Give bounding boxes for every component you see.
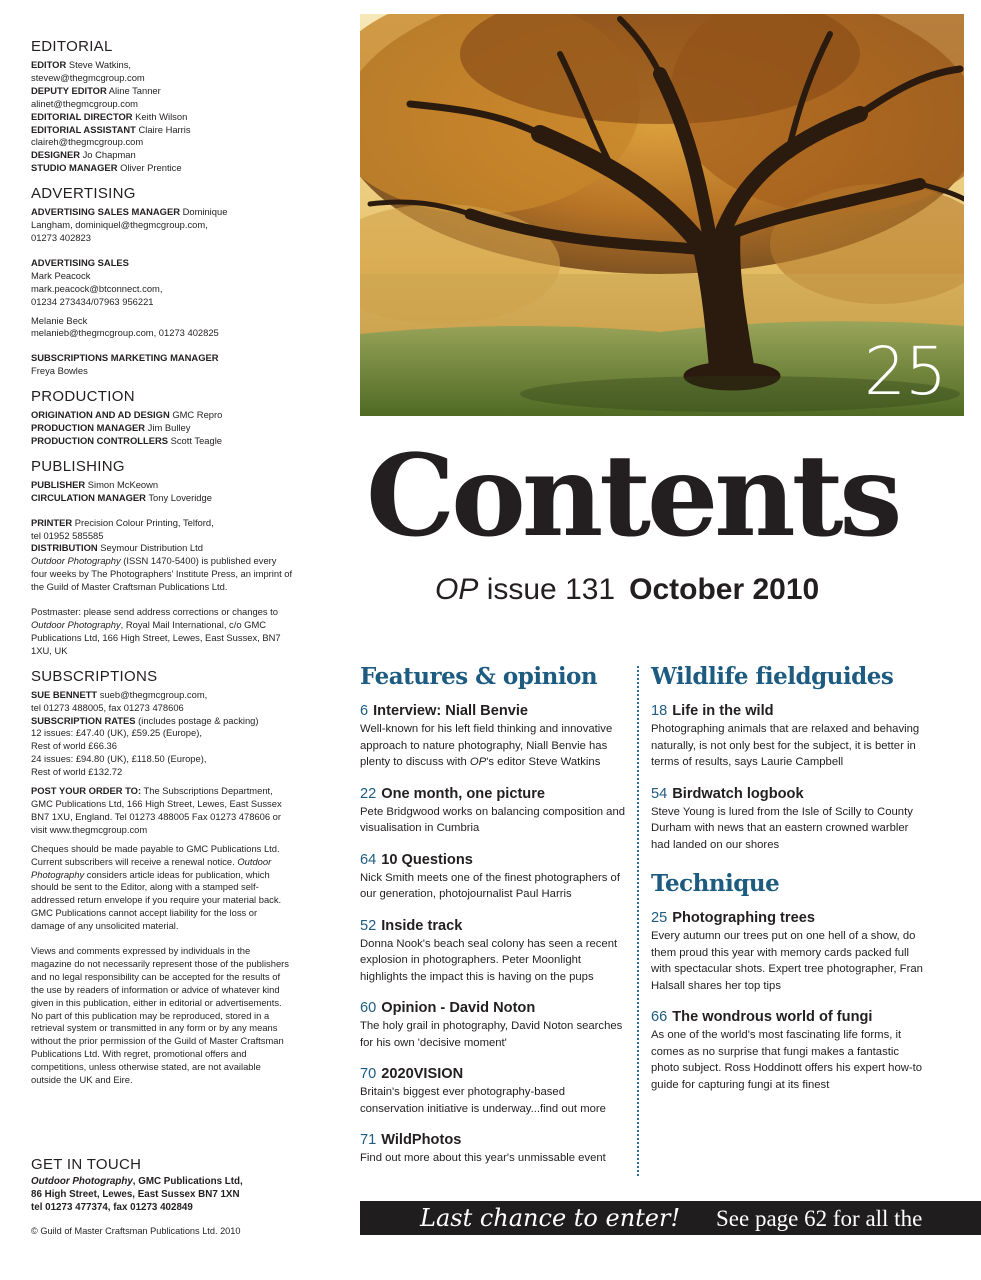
subscriptions-lines — [31, 689, 293, 779]
get-in-touch-heading: GET IN TOUCH — [31, 1156, 142, 1173]
masthead-text: 24 issues: £94.80 (UK), £118.50 (Europe), — [31, 753, 207, 765]
masthead-role: SUBSCRIPTIONS MARKETING MANAGER — [31, 352, 219, 364]
printer-tel: tel 01952 585585 — [31, 529, 104, 541]
masthead-line — [31, 766, 293, 779]
toc-item[interactable] — [651, 785, 926, 854]
toc-article-title: Interview: Niall Benvie — [373, 703, 529, 719]
masthead-text: Mark Peacock — [31, 269, 91, 281]
get-in-touch-line1: Outdoor Photography, GMC Publications Ltd, — [31, 1176, 243, 1187]
masthead-line — [31, 296, 293, 309]
toc-page-number: 52 — [360, 917, 377, 934]
distribution-line: DISTRIBUTION Seymour Distribution Ltd — [31, 542, 203, 554]
toc-item[interactable] — [360, 702, 628, 771]
publishing-section — [31, 458, 293, 658]
masthead-line — [31, 59, 293, 72]
publishing-lines — [31, 479, 293, 505]
toc-article-title: Inside track — [381, 917, 463, 934]
masthead-line — [31, 727, 293, 740]
masthead-text: Oliver Prentice — [117, 162, 182, 174]
banner-rest-text: See page 62 for all the — [716, 1206, 923, 1231]
masthead-line — [31, 98, 293, 111]
toc-page-number: 25 — [651, 910, 668, 926]
get-in-touch-line2: 86 High Street, Lewes, East Sussex BN7 1XN — [31, 1188, 240, 1200]
masthead-text: Rest of world £132.72 — [31, 766, 123, 778]
toc-item[interactable] — [651, 909, 926, 994]
masthead-role: STUDIO MANAGER — [31, 162, 118, 174]
banner-script-text: Last chance to enter! — [420, 1204, 681, 1232]
issue-line — [435, 572, 819, 608]
masthead-line — [31, 315, 293, 328]
masthead-text: stevew@thegmcgroup.com — [31, 71, 145, 83]
copyright: © Guild of Master Craftsman Publications Ltd. 2010 — [31, 1226, 241, 1236]
features-list — [360, 702, 628, 1167]
masthead-text: Rest of world £66.36 — [31, 740, 117, 752]
toc-article-description: As one of the world's most fascinating life forms, it comes as no surprise that fungi makes a fantastic photo subject. Ross Hoddinott offers his expert how-to guide for capturing fungi at its finest — [651, 1029, 923, 1091]
toc-article-title: Opinion - David Noton — [381, 1000, 536, 1016]
toc-item-heading — [651, 702, 926, 721]
advertising-section — [31, 185, 293, 378]
masthead-line — [31, 270, 293, 283]
masthead-text: Simon McKeown — [85, 478, 159, 490]
masthead-text: Aline Tanner — [106, 84, 161, 96]
toc-item-heading — [651, 1008, 926, 1027]
masthead-text: Jim Bulley — [145, 422, 191, 434]
toc-page-number: 6 — [360, 703, 369, 719]
toc-article-description: Britain's biggest ever photography-based conservation initiative is underway...find out more — [360, 1086, 606, 1115]
editorial-lines — [31, 59, 293, 175]
technique-title: Technique — [651, 870, 780, 897]
masthead-role: ADVERTISING SALES MANAGER — [31, 206, 180, 218]
toc-article-description: Donna Nook's beach seal colony has seen a recent explosion in photographers. Peter Moonlight highlights the impact this is having on the pups — [360, 937, 618, 983]
advertising-heading: ADVERTISING — [31, 185, 136, 203]
toc-article-title: Photographing trees — [672, 910, 815, 926]
masthead-text: melanieb@thegmcgroup.com, 01273 402825 — [31, 327, 219, 339]
toc-article-description: Well-known for his left field thinking and innovative approach to nature photography, Niall Benvie has plenty to discuss with OP's editor Steve Watkins — [360, 723, 613, 768]
masthead-role: DESIGNER — [31, 149, 80, 161]
get-in-touch-line3: tel 01273 477374, fax 01273 402849 — [31, 1201, 193, 1213]
masthead-text: Melanie Beck — [31, 314, 88, 326]
masthead-text: tel 01273 488005, fax 01273 478606 — [31, 701, 184, 713]
masthead-text: 01234 273434/07963 956221 — [31, 295, 154, 307]
features-column — [360, 660, 628, 1181]
subscriptions-section — [31, 668, 293, 1087]
toc-article-description: Steve Young is lured from the Isle of Scilly to County Durham with news that an eastern crowned warbler had landed on our shores — [651, 805, 913, 851]
toc-page-number: 60 — [360, 1000, 377, 1016]
masthead-line — [31, 219, 293, 232]
masthead-line — [31, 740, 293, 753]
hero-tree-photo[interactable] — [360, 14, 964, 416]
masthead-text: Jo Chapman — [79, 149, 136, 161]
toc-article-title: One month, one picture — [381, 785, 546, 802]
subscriptions-heading: SUBSCRIPTIONS — [31, 667, 158, 685]
editorial-heading: EDITORIAL — [31, 38, 113, 55]
masthead-text: Claire Harris — [135, 123, 191, 135]
masthead-text: Langham, dominiquel@thegmcgroup.com, — [31, 219, 208, 231]
toc-article-description: Photographing animals that are relaxed and behaving naturally, is not only best for the subject, it is better in terms of results, says Laurie Campbell — [651, 723, 920, 768]
masthead-role: SUBSCRIPTION RATES — [31, 714, 136, 726]
postmaster-statement: Postmaster: please send address corrections or changes to Outdoor Photography, Royal Mail International, c/o GMC Publications Ltd, 166 High Street, Lewes, East Sussex, BN7 1XU, UK — [31, 606, 281, 656]
masthead-line — [31, 136, 293, 149]
toc-item-heading — [360, 785, 628, 804]
masthead-text: Dominique — [179, 206, 228, 218]
toc-item[interactable] — [360, 851, 628, 903]
right-column — [651, 660, 926, 1107]
masthead-line — [31, 111, 293, 124]
publishing-heading: PUBLISHING — [31, 457, 125, 475]
issue-date: October 2010 — [629, 573, 820, 606]
subscriptions-marketing-block — [31, 352, 293, 378]
page-title: Contents — [366, 431, 899, 562]
masthead-line — [31, 206, 293, 219]
toc-page-number: 18 — [651, 703, 668, 719]
toc-article-description: The holy grail in photography, David Noton searches for his own 'decisive moment' — [360, 1020, 623, 1049]
toc-item-heading — [360, 851, 628, 870]
masthead-line — [31, 702, 293, 715]
masthead-text: Steve Watkins, — [66, 59, 132, 70]
masthead-line — [31, 479, 293, 492]
masthead-text: GMC Repro — [169, 409, 223, 421]
views-disclaimer: Views and comments expressed by individuals in the magazine do not necessarily represent those of the publishers and no legal responsibility can be accepted for the results of the use by readers of information or advice of whatever kind given in this publication, either in editorial or advertisements. No part of this publication may be reproduced, stored in a retrieval system or transmitted in any form or by any means without the prior permission of the Guild of Master Craftsman Publications Ltd. With regret, promotional offers and competitions, unless otherwise stated, are not available outside the UK and Eire. — [31, 945, 289, 1086]
toc-article-description: Nick Smith meets one of the finest photographers of our generation, photojournalist Paul Harris — [360, 871, 620, 900]
cheques-statement: Cheques should be made payable to GMC Publications Ltd. Current subscribers will receive a renewal notice. Outdoor Photography considers article ideas for publication, which should be sent to the Editor, along with a stamped self-addressed return envelope if you require your material back. GMC Publications cannot accept liability for the loss or damage of any unsolicited material. — [31, 842, 282, 932]
toc-page-number: 66 — [651, 1009, 668, 1025]
masthead-role: EDITORIAL DIRECTOR — [31, 110, 133, 122]
issue-prefix: OP — [435, 573, 479, 606]
toc-item-heading — [360, 999, 628, 1018]
masthead-text: Scott Teagle — [167, 434, 223, 446]
masthead-line — [31, 689, 293, 702]
masthead-text: alinet@thegmcgroup.com — [31, 97, 138, 109]
toc-item-heading — [360, 1131, 628, 1150]
advertising-manager-block — [31, 206, 293, 245]
toc-article-title: WildPhotos — [381, 1132, 462, 1148]
masthead-text: mark.peacock@btconnect.com, — [31, 282, 163, 294]
masthead-role: PRODUCTION MANAGER — [31, 422, 146, 434]
toc-article-title: Birdwatch logbook — [672, 785, 804, 802]
masthead-line — [31, 162, 293, 175]
masthead-line — [31, 753, 293, 766]
printer-line: PRINTER Precision Colour Printing, Telford, — [31, 516, 214, 528]
masthead-role: ADVERTISING SALES — [31, 256, 129, 268]
masthead-text: Keith Wilson — [132, 110, 188, 122]
masthead-line — [31, 283, 293, 296]
advertising-contact-block — [31, 315, 293, 341]
toc-item[interactable] — [360, 999, 628, 1051]
toc-item-heading — [360, 917, 628, 936]
masthead-line — [31, 365, 293, 378]
toc-item[interactable] — [651, 1008, 926, 1093]
masthead-text: (includes postage & packing) — [135, 714, 259, 726]
masthead-role: SUE BENNETT — [31, 688, 98, 700]
advertising-sales-block — [31, 257, 293, 309]
toc-article-title: Life in the wild — [672, 703, 774, 719]
masthead-line — [31, 124, 293, 137]
toc-page-number: 64 — [360, 851, 377, 868]
masthead-text: sueb@thegmcgroup.com, — [97, 688, 208, 700]
toc-item[interactable] — [651, 702, 926, 771]
masthead-line — [31, 257, 293, 270]
toc-item[interactable] — [360, 1065, 628, 1117]
toc-article-description: Find out more about this year's unmissable event — [360, 1152, 606, 1164]
masthead-text: Freya Bowles — [31, 365, 88, 377]
masthead-line — [31, 149, 293, 162]
toc-page-number: 71 — [360, 1132, 377, 1148]
masthead-line — [31, 85, 293, 98]
masthead-text: 12 issues: £47.40 (UK), £59.25 (Europe), — [31, 727, 202, 739]
publication-statement: Outdoor Photography (ISSN 1470-5400) is published every four weeks by The Photographers' Institute Press, an imprint of the Guild of Master Craftsman Publications Ltd. — [31, 555, 293, 593]
wildlife-list — [651, 702, 926, 853]
masthead-text: claireh@thegmcgroup.com — [31, 136, 144, 148]
toc-page-number: 70 — [360, 1066, 377, 1082]
masthead-line — [31, 492, 293, 505]
toc-page-number: 22 — [360, 785, 377, 802]
get-in-touch-section — [31, 1156, 293, 1215]
toc-item-heading — [651, 785, 926, 804]
production-heading: PRODUCTION — [31, 388, 135, 406]
masthead-line — [31, 409, 293, 422]
toc-article-description: Every autumn our trees put on one hell of a show, do them proud this year with memory cards packed full with spectacular shots. Expert tree photographer, Fran Halsall shares her top tips — [651, 930, 923, 992]
masthead-line — [31, 72, 293, 85]
toc-article-title: The wondrous world of fungi — [672, 1009, 873, 1025]
issue-number: issue 131 — [478, 573, 616, 606]
post-order-statement: POST YOUR ORDER TO: The Subscriptions Department, GMC Publications Ltd, 166 High Street, Lewes, East Sussex BN7 1XU, England. Tel 01273 488005 Fax 01273 478606 or visit www.thegmcgroup.com — [31, 785, 282, 835]
masthead-role: PRODUCTION CONTROLLERS — [31, 434, 168, 446]
technique-list — [651, 909, 926, 1093]
masthead-text: 01273 402823 — [31, 231, 91, 243]
toc-page-number: 54 — [651, 785, 668, 802]
production-lines — [31, 409, 293, 448]
masthead-role: EDITOR — [31, 59, 67, 70]
masthead-role: DEPUTY EDITOR — [31, 84, 107, 96]
wildlife-title: Wildlife fieldguides — [651, 663, 894, 690]
masthead — [31, 38, 293, 1091]
masthead-line — [31, 435, 293, 448]
promo-banner[interactable] — [360, 1201, 981, 1235]
toc-item-heading — [651, 909, 926, 928]
masthead-role: CIRCULATION MANAGER — [31, 491, 146, 503]
toc-article-title: 2020VISION — [381, 1066, 464, 1082]
masthead-line — [31, 715, 293, 728]
toc-item[interactable] — [360, 785, 628, 837]
masthead-line — [31, 422, 293, 435]
masthead-line — [31, 352, 293, 365]
toc-article-description: Pete Bridgwood works on balancing composition and visualisation in Cumbria — [360, 805, 626, 834]
masthead-role: ORIGINATION AND AD DESIGN — [31, 409, 170, 421]
toc-item[interactable] — [360, 917, 628, 986]
toc-article-title: 10 Questions — [381, 851, 473, 868]
masthead-role: PUBLISHER — [31, 478, 86, 490]
toc-item-heading — [360, 1065, 628, 1084]
masthead-line — [31, 232, 293, 245]
hero-page-number: 25 — [864, 333, 946, 410]
masthead-role: EDITORIAL ASSISTANT — [31, 123, 136, 135]
editorial-section — [31, 38, 293, 175]
toc-item-heading — [360, 702, 628, 721]
toc-item[interactable] — [360, 1131, 628, 1167]
masthead-line — [31, 327, 293, 340]
production-section — [31, 388, 293, 448]
column-divider — [637, 666, 639, 1176]
features-title: Features & opinion — [360, 663, 598, 690]
masthead-text: Tony Loveridge — [145, 491, 212, 503]
